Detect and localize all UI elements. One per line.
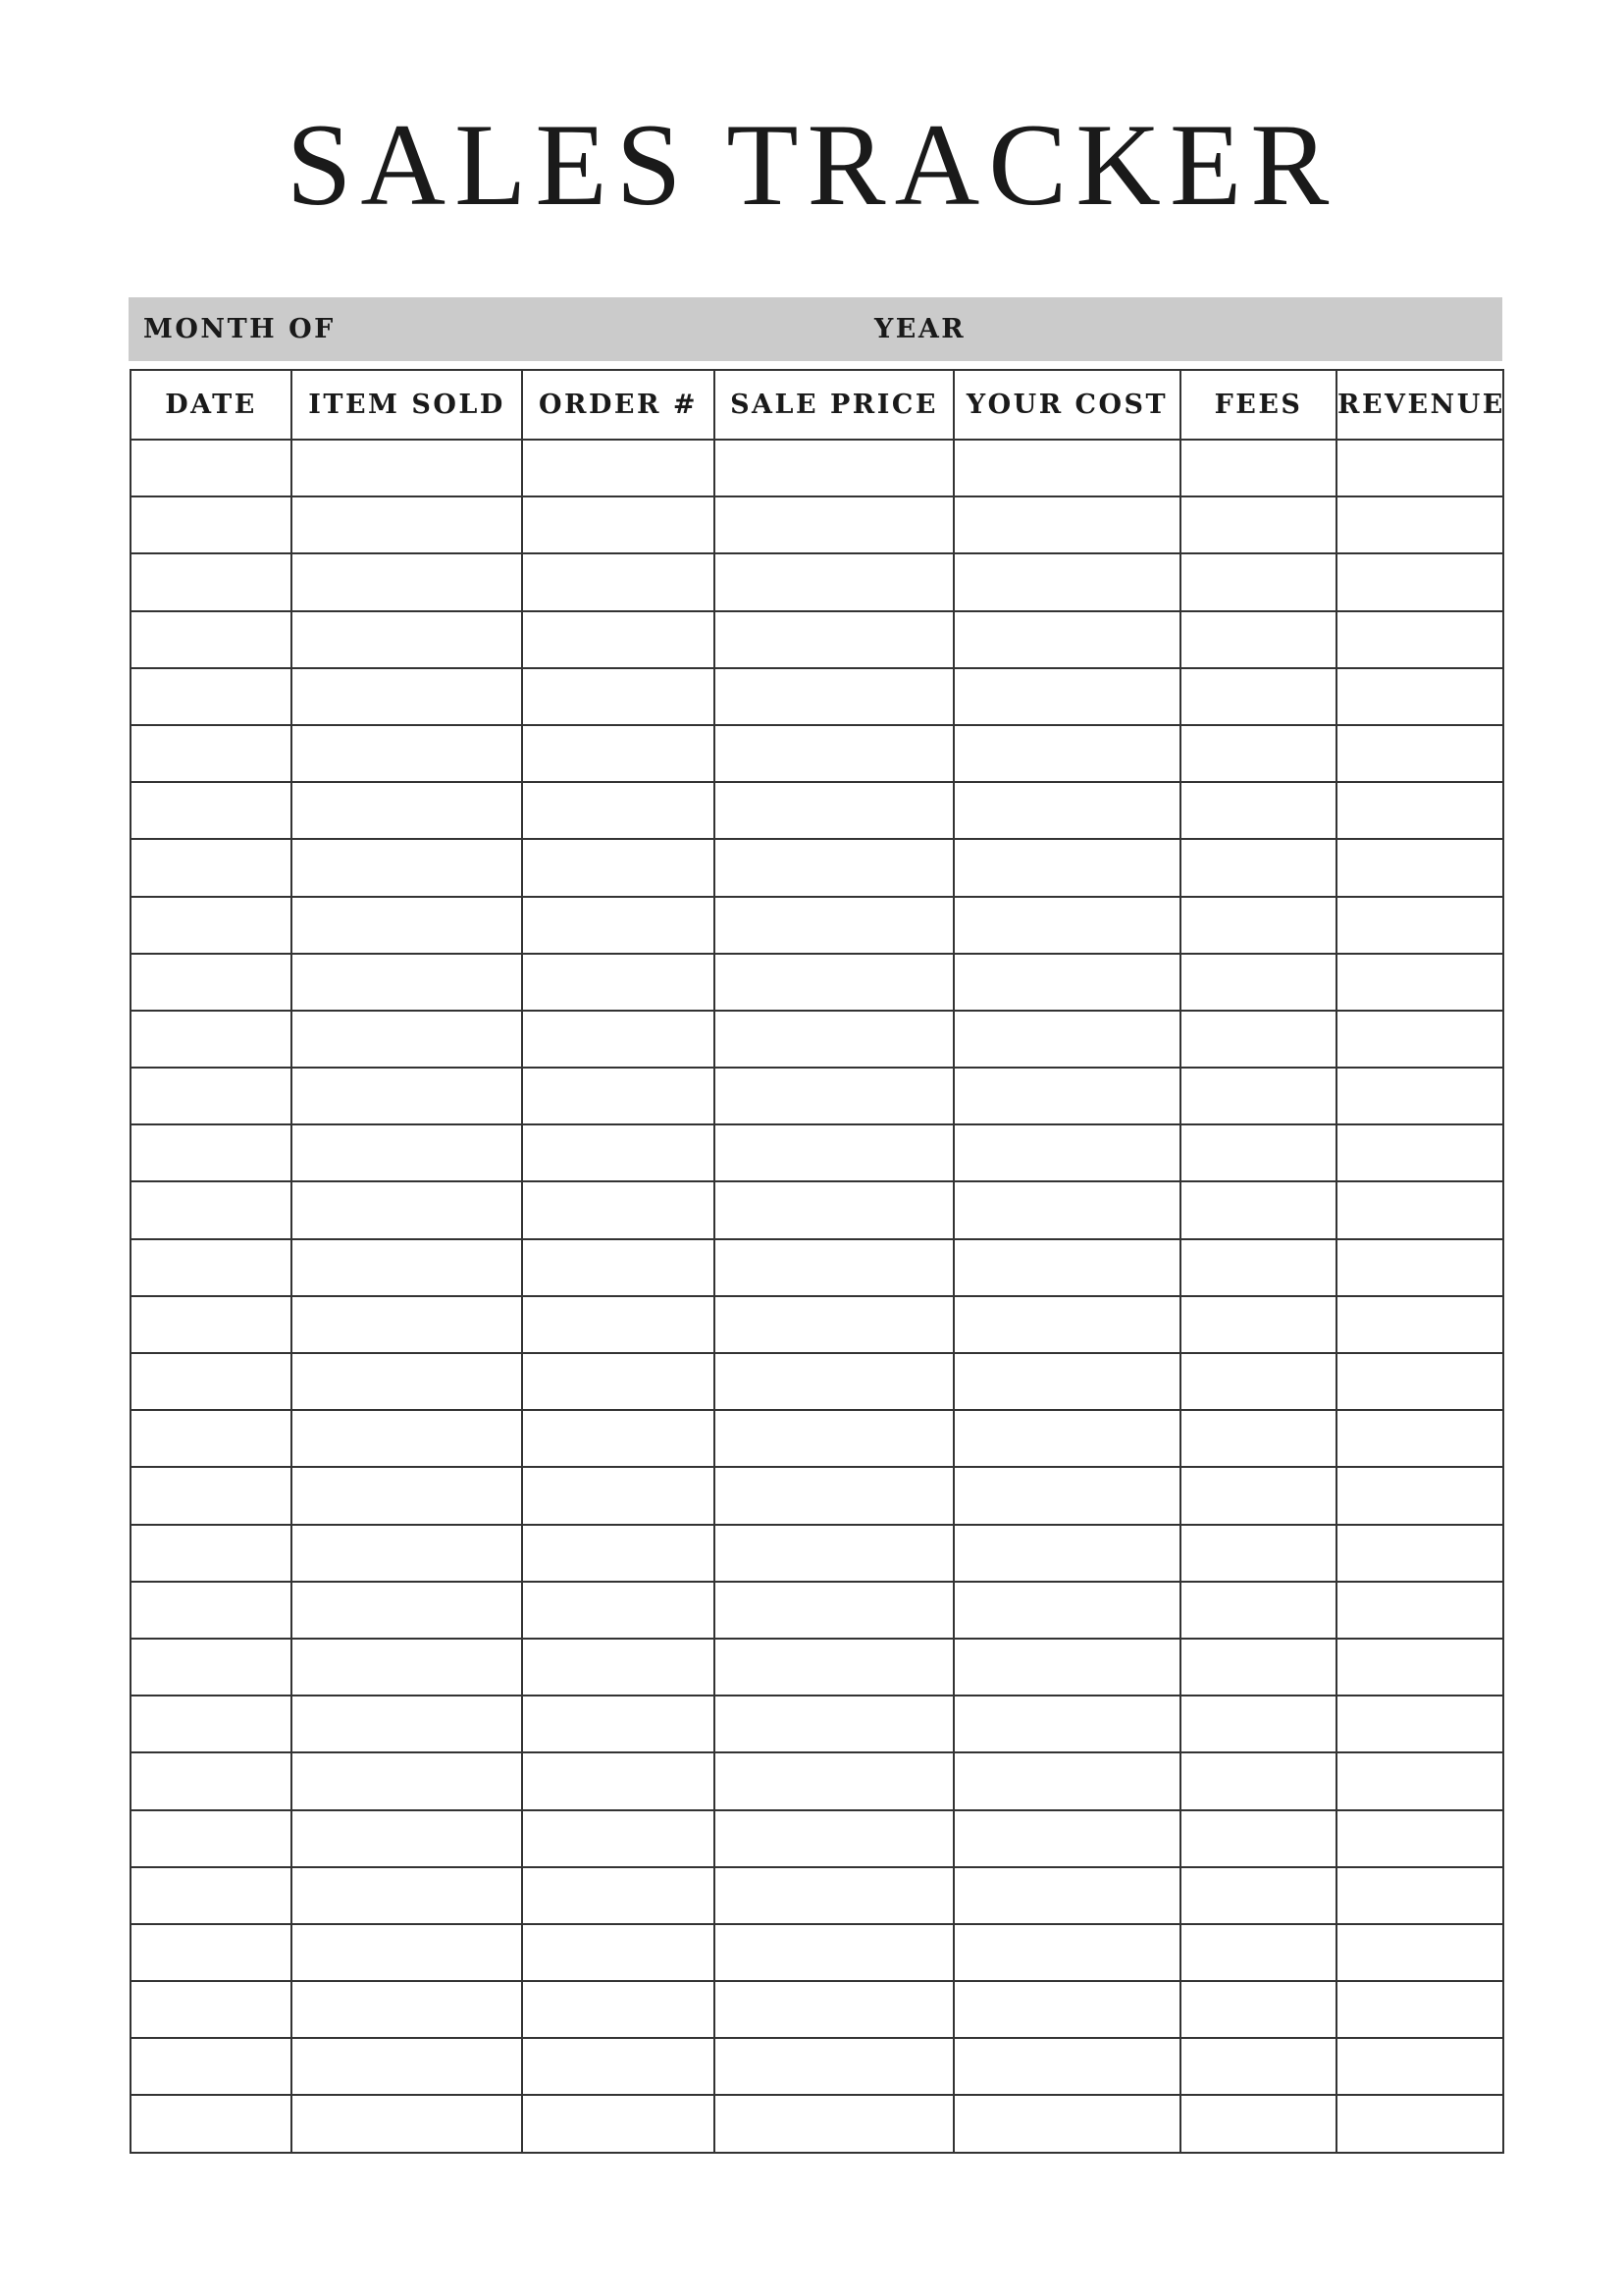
cell-fees bbox=[1180, 1525, 1336, 1582]
cell-fees bbox=[1180, 1582, 1336, 1639]
cell-revenue bbox=[1336, 496, 1503, 553]
table-row bbox=[131, 668, 1503, 725]
cell-revenue bbox=[1336, 1410, 1503, 1467]
cell-item-sold bbox=[291, 1296, 522, 1353]
cell-item-sold bbox=[291, 954, 522, 1011]
cell-date bbox=[131, 1981, 291, 2038]
cell-item-sold bbox=[291, 496, 522, 553]
cell-fees bbox=[1180, 1981, 1336, 2038]
cell-revenue bbox=[1336, 1752, 1503, 1809]
cell-sale-price bbox=[714, 2038, 954, 2095]
cell-item-sold bbox=[291, 668, 522, 725]
cell-order-number bbox=[522, 1582, 714, 1639]
cell-sale-price bbox=[714, 440, 954, 496]
cell-fees bbox=[1180, 1696, 1336, 1752]
cell-sale-price bbox=[714, 2095, 954, 2152]
cell-revenue bbox=[1336, 1467, 1503, 1524]
cell-order-number bbox=[522, 2095, 714, 2152]
cell-sale-price bbox=[714, 1525, 954, 1582]
cell-item-sold bbox=[291, 1467, 522, 1524]
cell-revenue bbox=[1336, 2038, 1503, 2095]
cell-your-cost bbox=[954, 839, 1180, 896]
table-row bbox=[131, 1810, 1503, 1867]
cell-your-cost bbox=[954, 1867, 1180, 1924]
cell-fees bbox=[1180, 725, 1336, 782]
cell-date bbox=[131, 1353, 291, 1410]
cell-revenue bbox=[1336, 725, 1503, 782]
cell-date bbox=[131, 1525, 291, 1582]
cell-sale-price bbox=[714, 553, 954, 610]
column-header-item-sold: ITEM SOLD bbox=[291, 370, 522, 440]
cell-fees bbox=[1180, 839, 1336, 896]
cell-fees bbox=[1180, 1410, 1336, 1467]
cell-date bbox=[131, 1924, 291, 1981]
cell-sale-price bbox=[714, 1810, 954, 1867]
cell-revenue bbox=[1336, 1011, 1503, 1068]
cell-date bbox=[131, 440, 291, 496]
cell-date bbox=[131, 1752, 291, 1809]
cell-revenue bbox=[1336, 1696, 1503, 1752]
cell-your-cost bbox=[954, 1981, 1180, 2038]
table-row bbox=[131, 1239, 1503, 1296]
cell-fees bbox=[1180, 1867, 1336, 1924]
cell-item-sold bbox=[291, 1239, 522, 1296]
cell-revenue bbox=[1336, 553, 1503, 610]
cell-fees bbox=[1180, 1239, 1336, 1296]
cell-your-cost bbox=[954, 1124, 1180, 1181]
table-row bbox=[131, 553, 1503, 610]
cell-item-sold bbox=[291, 1353, 522, 1410]
cell-order-number bbox=[522, 1810, 714, 1867]
cell-your-cost bbox=[954, 897, 1180, 954]
cell-order-number bbox=[522, 725, 714, 782]
cell-your-cost bbox=[954, 553, 1180, 610]
cell-date bbox=[131, 1810, 291, 1867]
table-row bbox=[131, 782, 1503, 839]
cell-sale-price bbox=[714, 1639, 954, 1696]
cell-revenue bbox=[1336, 1181, 1503, 1238]
cell-revenue bbox=[1336, 1525, 1503, 1582]
cell-date bbox=[131, 1410, 291, 1467]
cell-revenue bbox=[1336, 1296, 1503, 1353]
cell-order-number bbox=[522, 1410, 714, 1467]
cell-item-sold bbox=[291, 2095, 522, 2152]
cell-sale-price bbox=[714, 1011, 954, 1068]
year-label: YEAR bbox=[874, 314, 967, 344]
table-row bbox=[131, 1467, 1503, 1524]
table-row bbox=[131, 839, 1503, 896]
cell-item-sold bbox=[291, 1582, 522, 1639]
cell-fees bbox=[1180, 1924, 1336, 1981]
cell-item-sold bbox=[291, 1124, 522, 1181]
cell-item-sold bbox=[291, 1867, 522, 1924]
cell-your-cost bbox=[954, 1410, 1180, 1467]
cell-revenue bbox=[1336, 1124, 1503, 1181]
table-row bbox=[131, 1068, 1503, 1124]
table-row bbox=[131, 1296, 1503, 1353]
cell-item-sold bbox=[291, 782, 522, 839]
cell-item-sold bbox=[291, 611, 522, 668]
column-header-your-cost: YOUR COST bbox=[954, 370, 1180, 440]
cell-revenue bbox=[1336, 1810, 1503, 1867]
cell-sale-price bbox=[714, 1696, 954, 1752]
cell-fees bbox=[1180, 668, 1336, 725]
table-row bbox=[131, 1410, 1503, 1467]
table-body bbox=[131, 440, 1503, 2153]
cell-your-cost bbox=[954, 1239, 1180, 1296]
cell-date bbox=[131, 1181, 291, 1238]
table-row bbox=[131, 1867, 1503, 1924]
cell-your-cost bbox=[954, 1924, 1180, 1981]
cell-order-number bbox=[522, 1239, 714, 1296]
cell-sale-price bbox=[714, 1582, 954, 1639]
cell-date bbox=[131, 725, 291, 782]
cell-date bbox=[131, 1867, 291, 1924]
cell-sale-price bbox=[714, 1981, 954, 2038]
table-row bbox=[131, 1582, 1503, 1639]
table-row bbox=[131, 2095, 1503, 2152]
cell-date bbox=[131, 1467, 291, 1524]
cell-your-cost bbox=[954, 1353, 1180, 1410]
cell-sale-price bbox=[714, 496, 954, 553]
cell-order-number bbox=[522, 611, 714, 668]
cell-sale-price bbox=[714, 1181, 954, 1238]
cell-sale-price bbox=[714, 1124, 954, 1181]
cell-your-cost bbox=[954, 1011, 1180, 1068]
cell-revenue bbox=[1336, 1981, 1503, 2038]
cell-sale-price bbox=[714, 611, 954, 668]
cell-your-cost bbox=[954, 1639, 1180, 1696]
cell-your-cost bbox=[954, 1467, 1180, 1524]
cell-item-sold bbox=[291, 1810, 522, 1867]
cell-your-cost bbox=[954, 440, 1180, 496]
cell-order-number bbox=[522, 897, 714, 954]
table-row bbox=[131, 440, 1503, 496]
table-row bbox=[131, 1353, 1503, 1410]
cell-sale-price bbox=[714, 1410, 954, 1467]
cell-date bbox=[131, 2095, 291, 2152]
cell-date bbox=[131, 1124, 291, 1181]
cell-sale-price bbox=[714, 839, 954, 896]
table-row bbox=[131, 2038, 1503, 2095]
cell-revenue bbox=[1336, 1239, 1503, 1296]
cell-your-cost bbox=[954, 611, 1180, 668]
page-title: SALES TRACKER bbox=[286, 99, 1338, 230]
cell-date bbox=[131, 1068, 291, 1124]
cell-order-number bbox=[522, 1525, 714, 1582]
cell-fees bbox=[1180, 553, 1336, 610]
table-row bbox=[131, 1696, 1503, 1752]
table-row bbox=[131, 1525, 1503, 1582]
cell-fees bbox=[1180, 897, 1336, 954]
cell-item-sold bbox=[291, 1181, 522, 1238]
cell-item-sold bbox=[291, 1639, 522, 1696]
cell-order-number bbox=[522, 1124, 714, 1181]
cell-fees bbox=[1180, 611, 1336, 668]
cell-revenue bbox=[1336, 839, 1503, 896]
cell-date bbox=[131, 1296, 291, 1353]
cell-your-cost bbox=[954, 1582, 1180, 1639]
table-row bbox=[131, 1011, 1503, 1068]
cell-order-number bbox=[522, 1011, 714, 1068]
cell-your-cost bbox=[954, 1181, 1180, 1238]
cell-fees bbox=[1180, 1810, 1336, 1867]
cell-date bbox=[131, 1639, 291, 1696]
cell-your-cost bbox=[954, 1752, 1180, 1809]
cell-order-number bbox=[522, 1353, 714, 1410]
cell-fees bbox=[1180, 1752, 1336, 1809]
column-header-order-number: ORDER # bbox=[522, 370, 714, 440]
cell-revenue bbox=[1336, 1582, 1503, 1639]
cell-order-number bbox=[522, 496, 714, 553]
cell-fees bbox=[1180, 2095, 1336, 2152]
cell-revenue bbox=[1336, 440, 1503, 496]
cell-sale-price bbox=[714, 1752, 954, 1809]
cell-order-number bbox=[522, 1981, 714, 2038]
cell-order-number bbox=[522, 839, 714, 896]
table-row bbox=[131, 1639, 1503, 1696]
cell-date bbox=[131, 839, 291, 896]
cell-item-sold bbox=[291, 1696, 522, 1752]
cell-item-sold bbox=[291, 897, 522, 954]
cell-order-number bbox=[522, 553, 714, 610]
sales-table bbox=[130, 369, 1504, 2154]
cell-revenue bbox=[1336, 2095, 1503, 2152]
cell-fees bbox=[1180, 496, 1336, 553]
period-bar bbox=[129, 297, 1502, 361]
table-row bbox=[131, 1924, 1503, 1981]
cell-sale-price bbox=[714, 782, 954, 839]
cell-date bbox=[131, 553, 291, 610]
cell-order-number bbox=[522, 1296, 714, 1353]
cell-date bbox=[131, 1582, 291, 1639]
cell-order-number bbox=[522, 1924, 714, 1981]
cell-sale-price bbox=[714, 954, 954, 1011]
table-row bbox=[131, 1981, 1503, 2038]
cell-fees bbox=[1180, 1068, 1336, 1124]
cell-order-number bbox=[522, 1467, 714, 1524]
cell-your-cost bbox=[954, 1525, 1180, 1582]
cell-your-cost bbox=[954, 954, 1180, 1011]
cell-your-cost bbox=[954, 2095, 1180, 2152]
cell-sale-price bbox=[714, 1296, 954, 1353]
cell-order-number bbox=[522, 1639, 714, 1696]
month-of-label: MONTH OF bbox=[143, 314, 336, 344]
cell-order-number bbox=[522, 2038, 714, 2095]
cell-sale-price bbox=[714, 1467, 954, 1524]
cell-revenue bbox=[1336, 1924, 1503, 1981]
cell-sale-price bbox=[714, 1867, 954, 1924]
cell-revenue bbox=[1336, 782, 1503, 839]
cell-order-number bbox=[522, 1181, 714, 1238]
cell-order-number bbox=[522, 668, 714, 725]
cell-fees bbox=[1180, 1467, 1336, 1524]
column-header-date: DATE bbox=[131, 370, 291, 440]
cell-your-cost bbox=[954, 496, 1180, 553]
column-header-sale-price: SALE PRICE bbox=[714, 370, 954, 440]
table-row bbox=[131, 1181, 1503, 1238]
table-row bbox=[131, 496, 1503, 553]
cell-your-cost bbox=[954, 668, 1180, 725]
cell-fees bbox=[1180, 782, 1336, 839]
cell-revenue bbox=[1336, 897, 1503, 954]
cell-item-sold bbox=[291, 1068, 522, 1124]
cell-fees bbox=[1180, 1353, 1336, 1410]
cell-order-number bbox=[522, 782, 714, 839]
cell-sale-price bbox=[714, 725, 954, 782]
cell-item-sold bbox=[291, 1752, 522, 1809]
cell-item-sold bbox=[291, 553, 522, 610]
cell-revenue bbox=[1336, 1867, 1503, 1924]
cell-your-cost bbox=[954, 782, 1180, 839]
cell-date bbox=[131, 897, 291, 954]
cell-revenue bbox=[1336, 611, 1503, 668]
cell-date bbox=[131, 668, 291, 725]
cell-date bbox=[131, 496, 291, 553]
cell-date bbox=[131, 782, 291, 839]
cell-your-cost bbox=[954, 1696, 1180, 1752]
cell-item-sold bbox=[291, 1924, 522, 1981]
cell-revenue bbox=[1336, 668, 1503, 725]
cell-sale-price bbox=[714, 1239, 954, 1296]
table-row bbox=[131, 897, 1503, 954]
cell-order-number bbox=[522, 1068, 714, 1124]
cell-order-number bbox=[522, 1867, 714, 1924]
cell-fees bbox=[1180, 954, 1336, 1011]
table-row bbox=[131, 1124, 1503, 1181]
cell-your-cost bbox=[954, 1296, 1180, 1353]
cell-revenue bbox=[1336, 1639, 1503, 1696]
cell-fees bbox=[1180, 1124, 1336, 1181]
cell-item-sold bbox=[291, 839, 522, 896]
cell-item-sold bbox=[291, 2038, 522, 2095]
cell-date bbox=[131, 1239, 291, 1296]
cell-revenue bbox=[1336, 1353, 1503, 1410]
cell-date bbox=[131, 1696, 291, 1752]
cell-order-number bbox=[522, 1696, 714, 1752]
cell-fees bbox=[1180, 1296, 1336, 1353]
column-header-fees: FEES bbox=[1180, 370, 1336, 440]
cell-fees bbox=[1180, 2038, 1336, 2095]
cell-fees bbox=[1180, 440, 1336, 496]
cell-item-sold bbox=[291, 1525, 522, 1582]
cell-order-number bbox=[522, 1752, 714, 1809]
cell-sale-price bbox=[714, 1924, 954, 1981]
header-row bbox=[131, 370, 1503, 440]
cell-order-number bbox=[522, 440, 714, 496]
cell-item-sold bbox=[291, 1410, 522, 1467]
table-row bbox=[131, 1752, 1503, 1809]
cell-date bbox=[131, 954, 291, 1011]
cell-fees bbox=[1180, 1639, 1336, 1696]
cell-sale-price bbox=[714, 1068, 954, 1124]
cell-your-cost bbox=[954, 1810, 1180, 1867]
table-row bbox=[131, 611, 1503, 668]
table-row bbox=[131, 954, 1503, 1011]
cell-item-sold bbox=[291, 1011, 522, 1068]
cell-date bbox=[131, 2038, 291, 2095]
cell-sale-price bbox=[714, 1353, 954, 1410]
cell-item-sold bbox=[291, 440, 522, 496]
cell-order-number bbox=[522, 954, 714, 1011]
cell-your-cost bbox=[954, 2038, 1180, 2095]
cell-fees bbox=[1180, 1011, 1336, 1068]
cell-item-sold bbox=[291, 1981, 522, 2038]
cell-sale-price bbox=[714, 668, 954, 725]
cell-date bbox=[131, 1011, 291, 1068]
cell-fees bbox=[1180, 1181, 1336, 1238]
cell-your-cost bbox=[954, 1068, 1180, 1124]
table-row bbox=[131, 725, 1503, 782]
cell-item-sold bbox=[291, 725, 522, 782]
column-header-revenue: REVENUE bbox=[1336, 370, 1503, 440]
cell-date bbox=[131, 611, 291, 668]
cell-revenue bbox=[1336, 954, 1503, 1011]
cell-sale-price bbox=[714, 897, 954, 954]
cell-your-cost bbox=[954, 725, 1180, 782]
cell-revenue bbox=[1336, 1068, 1503, 1124]
